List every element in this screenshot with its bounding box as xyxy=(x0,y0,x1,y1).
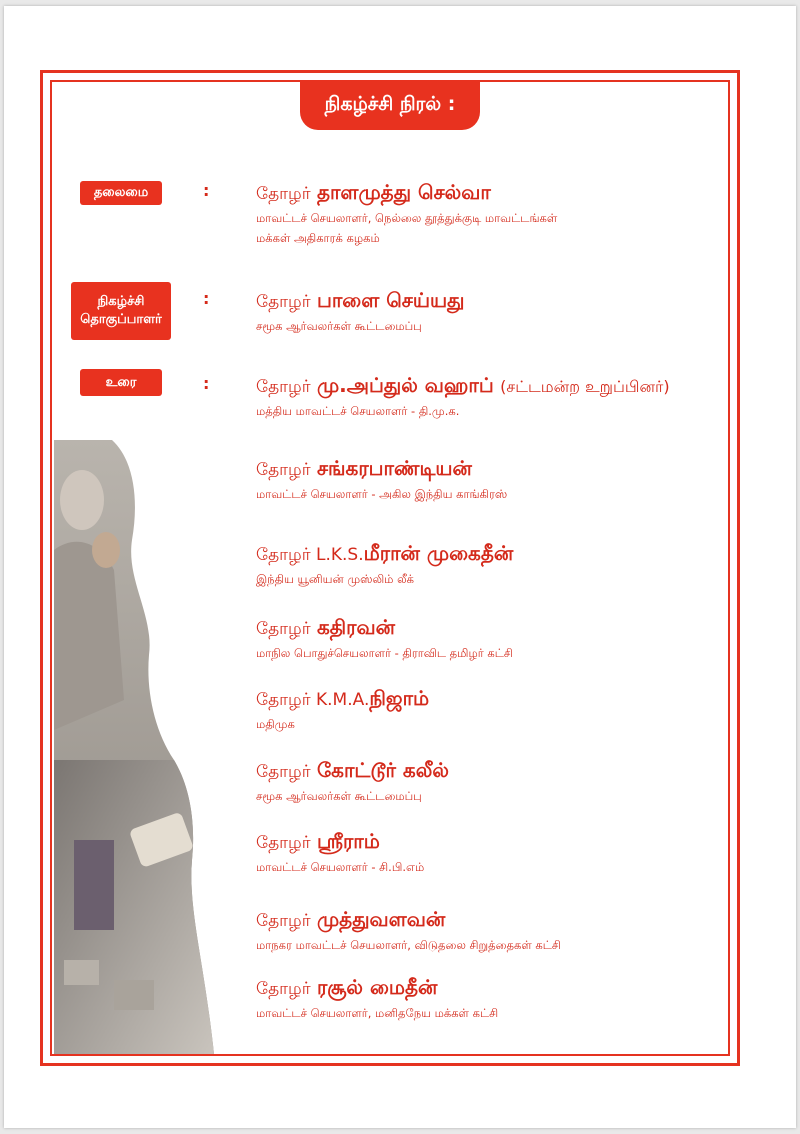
speaker-name: தோழர் தாளமுத்து செல்வா xyxy=(256,180,491,204)
speaker-entry xyxy=(256,615,513,661)
speaker-designation: மத்திய மாவட்டச் செயலாளர் - தி.மு.க. xyxy=(256,404,460,418)
role-badge-chair xyxy=(80,181,162,205)
role-badge-speech xyxy=(80,369,162,396)
speaker-designation: மதிமுக xyxy=(256,717,295,731)
speaker-entry xyxy=(256,288,465,334)
speaker-designation: சமூக ஆர்வலர்கள் கூட்டமைப்பு xyxy=(256,319,422,333)
speaker-entry xyxy=(256,758,449,804)
speaker-entry xyxy=(256,180,557,246)
speaker-entry xyxy=(256,975,498,1021)
speaker-designation: மாவட்டச் செயலாளர், மனிதநேய மக்கள் கட்சி xyxy=(256,1006,499,1020)
speaker-entry xyxy=(256,907,561,953)
speaker-name: தோழர் K.M.A.நிஜாம் xyxy=(256,686,430,710)
colon-chair: : xyxy=(203,181,210,200)
speaker-name: தோழர் சங்கரபாண்டியன் xyxy=(256,456,472,480)
speaker-entry xyxy=(256,373,670,419)
role-host-label-line2: தொகுப்பாளர் xyxy=(80,312,162,327)
speaker-name: தோழர் முத்துவளவன் xyxy=(256,907,446,931)
speaker-designation: மாநில பொதுச்செயலாளர் - திராவிட தமிழர் கட்சி xyxy=(256,646,513,660)
speaker-name: தோழர் பாளை செய்யது xyxy=(256,288,465,312)
gaza-photo-collage xyxy=(54,440,224,1054)
speaker-name: தோழர் கதிரவன் xyxy=(256,615,395,639)
speaker-designation: மாநகர மாவட்டச் செயலாளர், விடுதலை சிறுத்தைகள் கட்சி xyxy=(256,938,561,952)
speaker-entry xyxy=(256,686,429,732)
speaker-entry xyxy=(256,456,507,502)
role-host-label-line1: நிகழ்ச்சி xyxy=(97,294,145,310)
role-badge-host xyxy=(71,282,171,340)
role-speech-label: உரை xyxy=(105,374,137,390)
speaker-name: தோழர் ரசூல் மைதீன் xyxy=(256,975,438,999)
speaker-designation: சமூக ஆர்வலர்கள் கூட்டமைப்பு xyxy=(256,789,422,803)
speaker-name: தோழர் L.K.S.மீரான் முகைதீன் xyxy=(256,541,514,565)
speaker-entry xyxy=(256,541,513,587)
speaker-designation: இந்திய யூனியன் முஸ்லிம் லீக் xyxy=(256,572,414,586)
speaker-organization: மக்கள் அதிகாரக் கழகம் xyxy=(256,231,380,245)
speaker-designation: மாவட்டச் செயலாளர் - அகில இந்திய காங்கிரஸ் xyxy=(256,487,508,501)
colon-speech: : xyxy=(203,374,210,393)
speaker-name: தோழர் கோட்டூர் கலீல் xyxy=(256,758,449,782)
speaker-designation: மாவட்டச் செயலாளர் - சி.பி.எம் xyxy=(256,860,425,874)
speaker-designation: மாவட்டச் செயலாளர், நெல்லை தூத்துக்குடி மாவட்டங்கள் xyxy=(256,211,558,225)
speaker-name: தோழர் மு.அப்துல் வஹாப் (சட்டமன்ற உறுப்பினர்) xyxy=(256,373,670,397)
colon-host: : xyxy=(203,289,210,308)
speaker-entry xyxy=(256,829,424,875)
role-chair-label: தலைமை xyxy=(93,185,149,201)
speaker-name: தோழர் ஸ்ரீராம் xyxy=(256,829,380,853)
page-title: நிகழ்ச்சி நிரல் : xyxy=(300,80,480,130)
